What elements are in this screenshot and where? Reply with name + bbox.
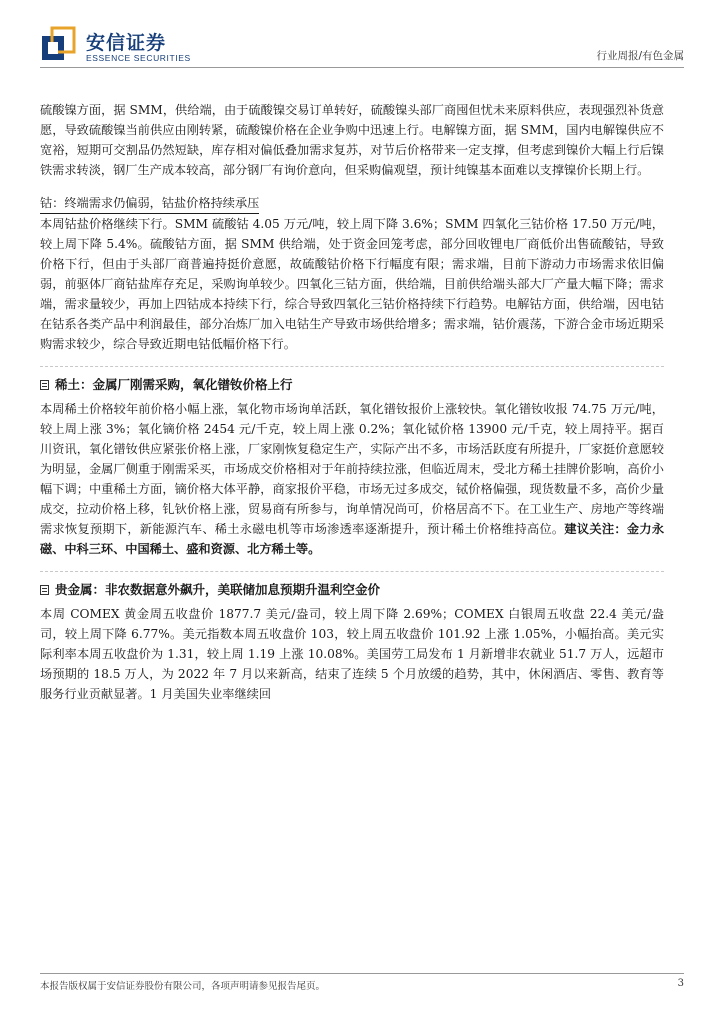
cobalt-subtitle: 钴：终端需求仍偏弱，钴盐价格持续承压 — [40, 193, 259, 214]
rare-earth-title-row — [40, 375, 664, 395]
rare-earth-section — [40, 366, 664, 559]
rare-earth-text: 本周稀土价格较年前价格小幅上涨，氧化物市场询单活跃，氧化镨钕报价上涨较快。氧化镨钕收报 74.75 万元/吨，较上周上涨 3%；氧化镝价格 2454 元/千克，较上周上涨 0.2%；氧化铽价格 13900 元/千克，较上周持平。据百川资讯，氧化镨钕供应紧张价格上涨，厂家刚恢复稳定生产，实际产出不多，市场活跃度有所提升，厂家挺价意愿较为明显，金属厂侧重于刚需采买，市场成交价格相对于年前持续拉涨，但临近周末，受北方稀土挂牌价影响，高价小幅下调；中重稀土方面，镝价格大体平静，商家报价平稳，市场无过多成交，铽价格偏强，现货数量不多，高价少量成交，拉动价格上移，钆钬价格上涨，贸易商有所参与，询单情况尚可，价格居高不下。在工业生产、房地产等终端需求恢复预期下，新能源汽车、稀土永磁电机等市场渗透率逐渐提升，预计稀土价格维持高位。 — [40, 402, 664, 536]
section-bullet-icon — [40, 585, 49, 595]
logo-english-name: ESSENCE SECURITIES — [86, 53, 191, 63]
precious-title-row — [40, 580, 664, 600]
rare-earth-title: 稀土：金属厂刚需采购，氧化镨钕价格上行 — [55, 377, 293, 392]
logo-mark-icon — [40, 26, 76, 62]
footer-divider — [40, 973, 684, 974]
report-body — [40, 100, 664, 716]
company-logo — [40, 26, 190, 66]
logo-chinese-name: 安信证券 — [86, 32, 167, 54]
precious-paragraph: 本周 COMEX 黄金周五收盘价 1877.7 美元/盎司，较上周下降 2.69%；COMEX 白银周五收盘 22.4 美元/盎司，较上周下降 6.77%。美元指数本周五收盘价 103，较上周五收盘价 101.92 上涨 1.05%，小幅抬高。美元实际利率本周五收盘价为 1.31，较上周 1.19 上涨 10.08%。美国劳工局发布 1 月新增非农就业 51.7 万人，远超市场预期的 18.5 万人，为 2022 年 7 月以来新高，结束了连续 5 个月放缓的趋势，其中，休闲酒店、零售、教育等服务行业贡献显著。1 月美国失业率继续回 — [40, 607, 664, 701]
rare-earth-recommendation: 建议关注：金力永磁、中科三环、中国稀土、盛和资源、北方稀土等。 — [40, 522, 665, 556]
cobalt-paragraph: 本周钴盐价格继续下行。SMM 硫酸钴 4.05 万元/吨，较上周下降 3.6%；SMM 四氧化三钴价格 17.50 万元/吨，较上周下降 5.4%。硫酸钴方面，据 SMM 供给端，处于资金回笼考虑，部分回收锂电厂商低价出售硫酸钴，导致价格下行，但由于头部厂商普遍持挺价意愿，故硫酸钴价格下行幅度有限；需求端，目前下游动力市场需求依旧偏弱，前驱体厂商钴盐库存充足，采购询单较少。四氧化三钴方面，供给端，目前供给端头部大厂产量大幅下降；需求端，需求量较少，再加上四钴成本持续下行，综合导致四氧化三钴价格持续下行趋势。电解钴方面，供给端，因电钴在钴系各类产品中利润最佳，部分冶炼厂加入电钴生产导致市场供给增多；需求端，钴价震荡，下游合金市场近期采购需求较少，综合导致近期电钴低幅价格下行。 — [40, 217, 664, 351]
precious-metals-section — [40, 571, 664, 704]
footer-disclaimer: 本报告版权属于安信证券股份有限公司，各项声明请参见报告尾页。 — [40, 981, 326, 992]
rare-earth-paragraph — [40, 399, 664, 559]
precious-title: 贵金属：非农数据意外飙升，美联储加息预期升温利空金价 — [55, 582, 381, 597]
report-category: 行业周报/有色金属 — [596, 50, 684, 62]
section-bullet-icon — [40, 380, 49, 390]
header-divider — [40, 67, 684, 68]
nickel-paragraph: 硫酸镍方面，据 SMM，供给端，由于硫酸镍交易订单转好，硫酸镍头部厂商囤但忧未来原料供应，表现强烈补货意愿，导致硫酸镍当前供应由刚转紧，硫酸镍价格在企业争购中迅速上行。电解镍方面，据 SMM，国内电解镍供应不宽裕，短期可交割品仍然短缺，库存相对偏低叠加需求复苏，对节后价格带来一定支撑，但考虑到镍价大幅上行后镍铁需求转淡，钢厂生产成本较高，部分钢厂有询价意向，但采购偏观望，预计纯镍基本面难以支撑镍价长期上行。 — [40, 103, 664, 177]
page-number: 3 — [677, 978, 684, 989]
